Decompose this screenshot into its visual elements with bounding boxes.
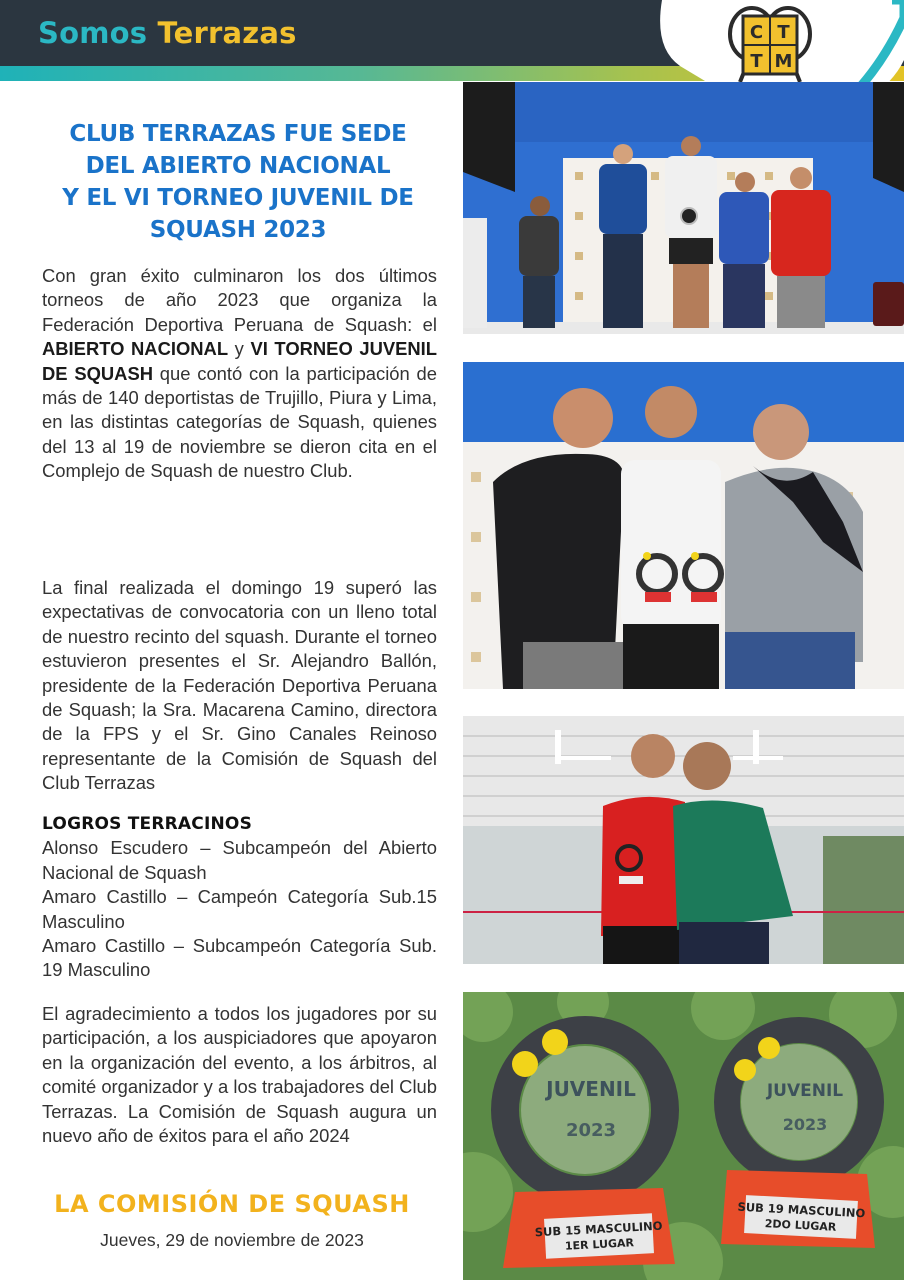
photo-podium-ceremony xyxy=(463,82,904,334)
logo-letter-2: T xyxy=(777,22,790,43)
logo-letter-3: T xyxy=(750,51,763,72)
publication-date: Jueves, 29 de noviembre de 2023 xyxy=(100,1230,364,1250)
title-line: DEL ABIERTO NACIONAL xyxy=(85,153,391,179)
logo-letter-4: M xyxy=(774,51,793,72)
thanks-paragraph: El agradecimiento a todos los jugadores por su participación, a los auspiciadores que apoyaron en la organización del evento, a los árbitros, al comité organizador y a los trabajadores del Club Terrazas. La Comisión de Squash augura un nuevo año de éxitos para el año 2024 xyxy=(42,1003,437,1147)
svg-text:JUVENIL: JUVENIL xyxy=(546,1077,636,1101)
title-line: Y EL VI TORNEO JUVENIL DE xyxy=(62,185,414,211)
photo-award-trio xyxy=(463,362,904,689)
svg-text:2023: 2023 xyxy=(782,1115,828,1134)
trophy-right-label-2: 2DO LUGAR xyxy=(764,1217,837,1234)
svg-text:2023: 2023 xyxy=(565,1120,617,1141)
signature: LA COMISIÓN DE SQUASH xyxy=(54,1190,410,1218)
achievements-section xyxy=(42,812,437,983)
achievement-item: Amaro Castillo – Campeón Categoría Sub.15 Masculino xyxy=(42,886,437,932)
intro-paragraph xyxy=(42,264,437,484)
logo-letter-1: C xyxy=(749,22,764,43)
intro-bold-abierto: ABIERTO NACIONAL xyxy=(42,338,229,360)
svg-text:JUVENIL: JUVENIL xyxy=(766,1081,844,1101)
title-line: CLUB TERRAZAS FUE SEDE xyxy=(69,121,407,147)
intro-text-a: Con gran éxito culminaron los dos últimos torneos de año 2023 que organiza la Federación Deportiva Peruana de Squash: el xyxy=(42,265,437,335)
intro-text-c: que contó con la participación de más de 140 deportistas de Trujillo, Piura y Lima, en las distintas categorías de Squash, quienes del 13 al 19 de noviembre se dieron cita en el Complejo de Squash de nuestro Club. xyxy=(42,362,437,482)
brand-word-somos: Somos xyxy=(38,16,148,50)
title-line: SQUASH 2023 xyxy=(149,217,327,243)
trophy-right-label-1: SUB 19 MASCULINO xyxy=(737,1199,866,1221)
achievements-heading: LOGROS TERRACINOS xyxy=(42,814,253,834)
intro-text-b: y xyxy=(228,338,251,360)
photo-trophies xyxy=(463,992,904,1280)
trophy-left-label-1: SUB 15 MASCULINO xyxy=(534,1218,663,1240)
final-paragraph: La final realizada el domingo 19 superó las expectativas de convocatoria con un lleno total de nuestro recinto del squash. Durante el torneo estuvieron presentes el Sr. Alejandro Ballón, presidente de la Federación Deportiva Peruana de Squash; la Sra. Macarena Camino, directora de la FPS y el Sr. Gino Canales Reinoso representante de la Comisión de Squash del Club Terrazas xyxy=(42,577,437,794)
achievement-item: Amaro Castillo – Subcampeón Categoría Sub. 19 Masculino xyxy=(42,935,437,981)
ctm-shield-icon xyxy=(730,8,810,82)
trophy-left-label-2: 1ER LUGAR xyxy=(564,1236,635,1253)
photo-squash-court xyxy=(463,716,904,964)
brand-title xyxy=(38,16,297,50)
article-title xyxy=(30,118,446,246)
brand-word-terrazas: Terrazas xyxy=(157,16,297,50)
intro-bold-torneo: VI TORNEO JUVENIL DE SQUASH xyxy=(42,338,438,384)
achievement-item: Alonso Escudero – Subcampeón del Abierto Nacional de Squash xyxy=(42,837,437,883)
